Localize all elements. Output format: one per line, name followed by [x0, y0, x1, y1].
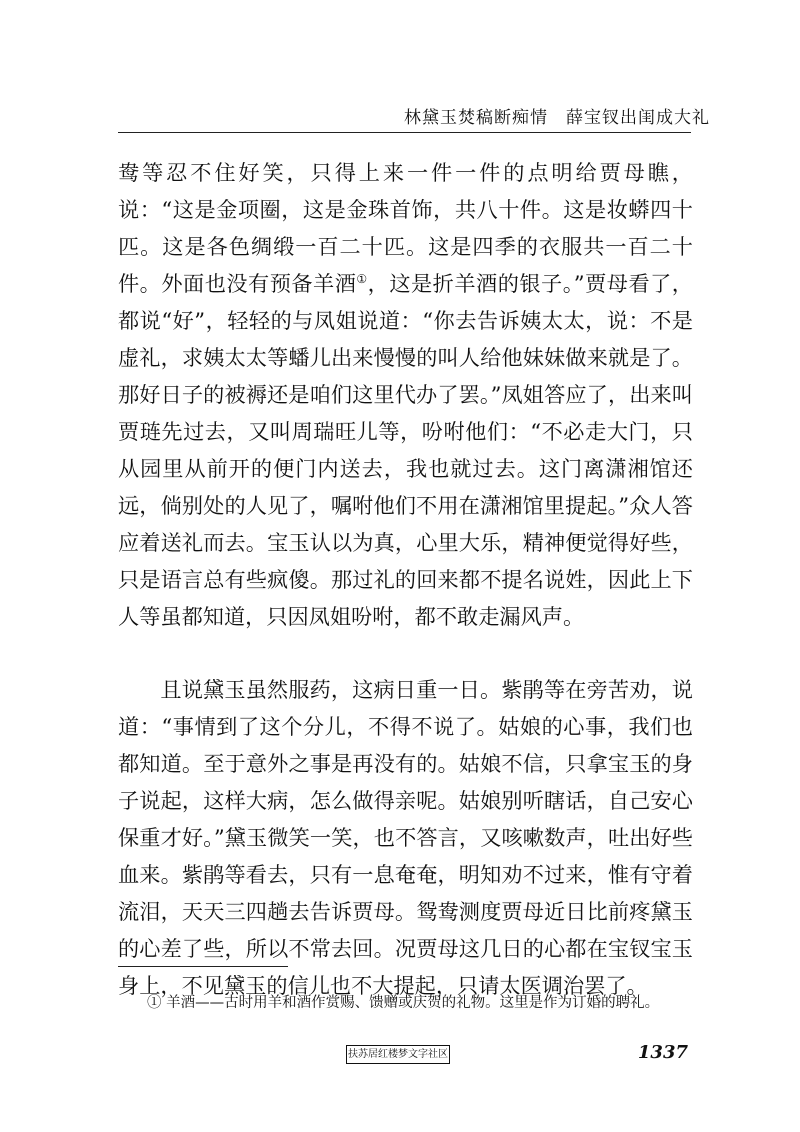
running-head — [110, 103, 710, 128]
page-number: 1337 — [637, 1042, 688, 1063]
footnote-marker: ① — [147, 995, 162, 1011]
footnote-text: 羊酒——古时用羊和酒作赏赐、馈赠或庆贺的礼物。这里是作为订婚的聘礼。 — [166, 995, 660, 1011]
paragraph-1 — [118, 154, 693, 635]
footnote — [118, 990, 693, 1016]
header-rule — [118, 132, 691, 133]
paragraph-2: 且说黛玉虽然服药，这病日重一日。紫鹃等在旁苦劝，说道：“事情到了这个分儿，不得不说了。姑娘的心事，我们也都知道。至于意外之事是再没有的。姑娘不信，只拿宝玉的身子说起，这样大病，怎么做得亲呢。姑娘别听瞎话，自己安心保重才好。”黛玉微笑一笑，也不答言，又咳嗽数声，吐出好些血来。紫鹃等看去，只有一息奄奄，明知劝不过来，惟有守着流泪，天天三四趟去告诉贾母。鸳鸯测度贾母近日比前疼黛玉的心差了些，所以不常去回。况贾母这几日的心都在宝钗宝玉身上，不见黛玉的信儿也不大提起，只请太医调治罢了。 — [118, 677, 693, 998]
running-head-right: 薛宝钗出闺成大礼 — [566, 108, 710, 128]
paragraph-1-rest: ，这是折羊酒的银子。”贾母看了，都说“好”，轻轻的与凤姐说道：“你去告诉姨太太，说：不是虚礼，求姨太太等蟠儿出来慢慢的叫人给他妹妹做来就是了。那好日子的被褥还是咱们这里代办了罢。”凤姐答应了，出来叫贾琏先过去，又叫周瑞旺儿等，吩咐他们：“不必走大门，只从园里从前开的便门内送去，我也就过去。这门离潇湘馆还远，倘别处的人见了，嘱咐他们不用在潇湘馆里提起。”众人答应着送礼而去。宝玉认以为真，心里大乐，精神便觉得好些，只是语言总有些疯傻。那过礼的回来都不提名说姓，因此上下人等虽都知道，只因凤姐吩咐，都不敢走漏风声。 — [118, 271, 693, 629]
footnote-rule — [118, 966, 288, 967]
source-stamp: 扶苏居红楼梦文字社区 — [346, 1045, 450, 1064]
body-text — [118, 154, 693, 1004]
footnote-ref: ① — [356, 271, 368, 286]
running-head-left: 林黛玉焚稿断痴情 — [404, 108, 548, 128]
paragraph-1-text: 鸯等忍不住好笑，只得上来一件一件的点明给贾母瞧，说：“这是金项圈，这是金珠首饰，共八十件。这是妆蟒四十匹。这是各色绸缎一百二十匹。这是四季的衣服共一百二十件。外面也没有预备羊酒 — [118, 160, 693, 296]
